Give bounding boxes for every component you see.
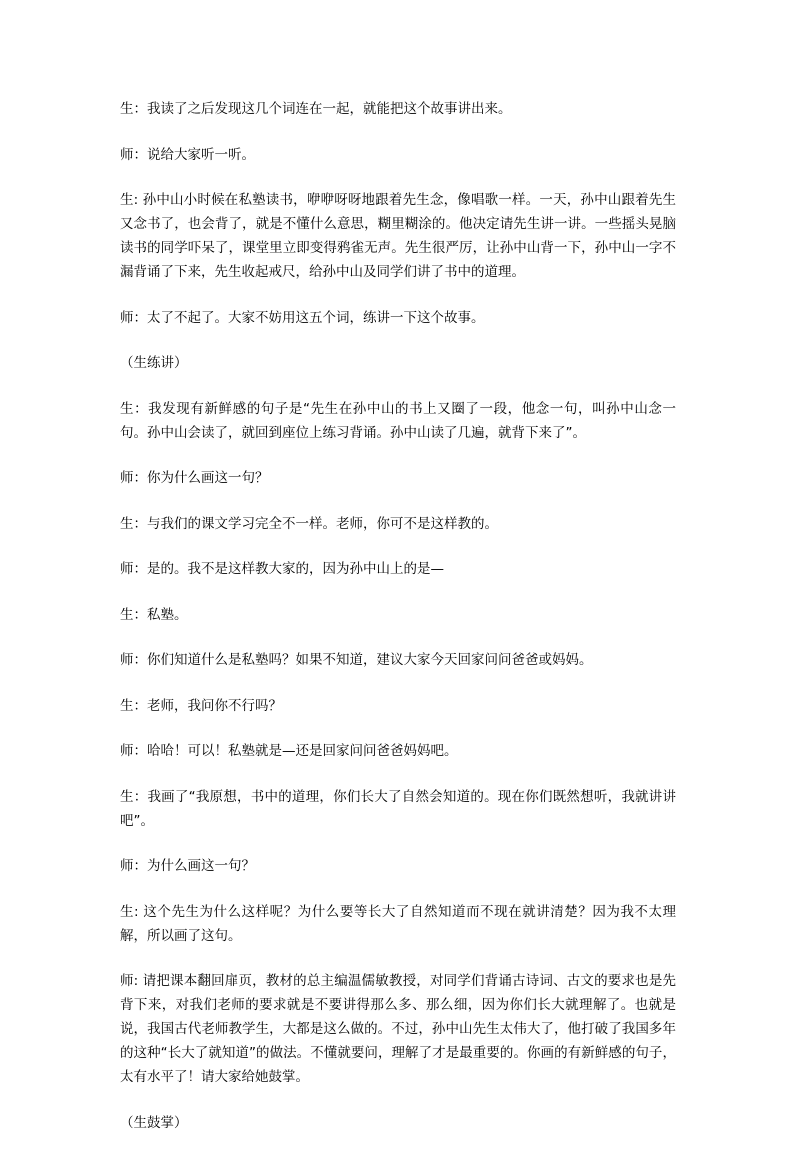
dialogue-paragraph: 生: 这个先生为什么这样呢？为什么要等长大了自然知道而不现在就讲清楚？因为我不太理解，所以画了这句。 xyxy=(120,903,676,944)
dialogue-paragraph: 生：私塾。 xyxy=(120,606,188,623)
stage-direction: （生练讲） xyxy=(120,355,188,371)
dialogue-paragraph: 生：我画了“我原想，书中的道理，你们长大了自然会知道的。现在你们既然想听，我就讲讲吧”。 xyxy=(120,788,676,829)
stage-direction: （生鼓掌） xyxy=(120,1114,188,1131)
dialogue-paragraph: 生：我读了之后发现这几个词连在一起，就能把这个故事讲出来。 xyxy=(120,101,512,117)
dialogue-paragraph: 师：为什么画这一句？ xyxy=(120,858,255,874)
dialogue-paragraph: 生: 孙中山小时候在私塾读书，咿咿呀呀地跟着先生念，像唱歌一样。一天，孙中山跟着先生又念书了，也会背了，就是不懂什么意思，糊里糊涂的。他决定请先生讲一讲。一些摇头晃脑读书的同学吓呆了，课堂里立即变得鸦雀无声。先生很严厉，让孙中山背一下，孙中山一字不漏背诵了下来，先生收起戒尺，给孙中山及同学们讲了书中的道理。 xyxy=(120,192,676,280)
dialogue-paragraph: 生：与我们的课文学习完全不一样。老师，你可不是这样教的。 xyxy=(120,515,498,532)
dialogue-paragraph: 师：是的。我不是这样教大家的，因为孙中山上的是— xyxy=(120,561,444,577)
dialogue-paragraph: 师：哈哈！可以！私塾就是—还是回家问问爸爸妈妈吧。 xyxy=(120,743,458,759)
dialogue-paragraph: 师：说给大家听一听。 xyxy=(120,146,255,163)
document-page xyxy=(120,97,676,1156)
dialogue-paragraph: 师：你们知道什么是私塾吗？如果不知道，建议大家今天回家问问爸爸或妈妈。 xyxy=(120,652,593,668)
dialogue-paragraph: 师: 请把课本翻回扉页，教材的总主编温儒敏教授，对同学们背诵古诗词、古文的要求也是先背下来，对我们老师的要求就是不要讲得那么多、那么细，因为你们长大就理解了。也就是说，我国古代老师教学生，大都是这么做的。不过，孙中山先生太伟大了，他打破了我国多年的这种“长大了就知道”的做法。不懂就要问，理解了才是最重要的。你画的有新鲜感的句子，太有水平了！请大家给她鼓掌。 xyxy=(120,973,676,1085)
dialogue-paragraph: 师：太了不起了。大家不妨用这五个词，练讲一下这个故事。 xyxy=(120,309,485,326)
dialogue-paragraph: 生：老师，我问你不行吗？ xyxy=(120,697,282,714)
dialogue-paragraph: 生：我发现有新鲜感的句子是“先生在孙中山的书上又圈了一段，他念一句，叫孙中山念一句。孙中山会读了，就回到座位上练习背诵。孙中山读了几遍，就背下来了”。 xyxy=(120,400,676,441)
dialogue-paragraph: 师：你为什么画这一句？ xyxy=(120,470,269,486)
